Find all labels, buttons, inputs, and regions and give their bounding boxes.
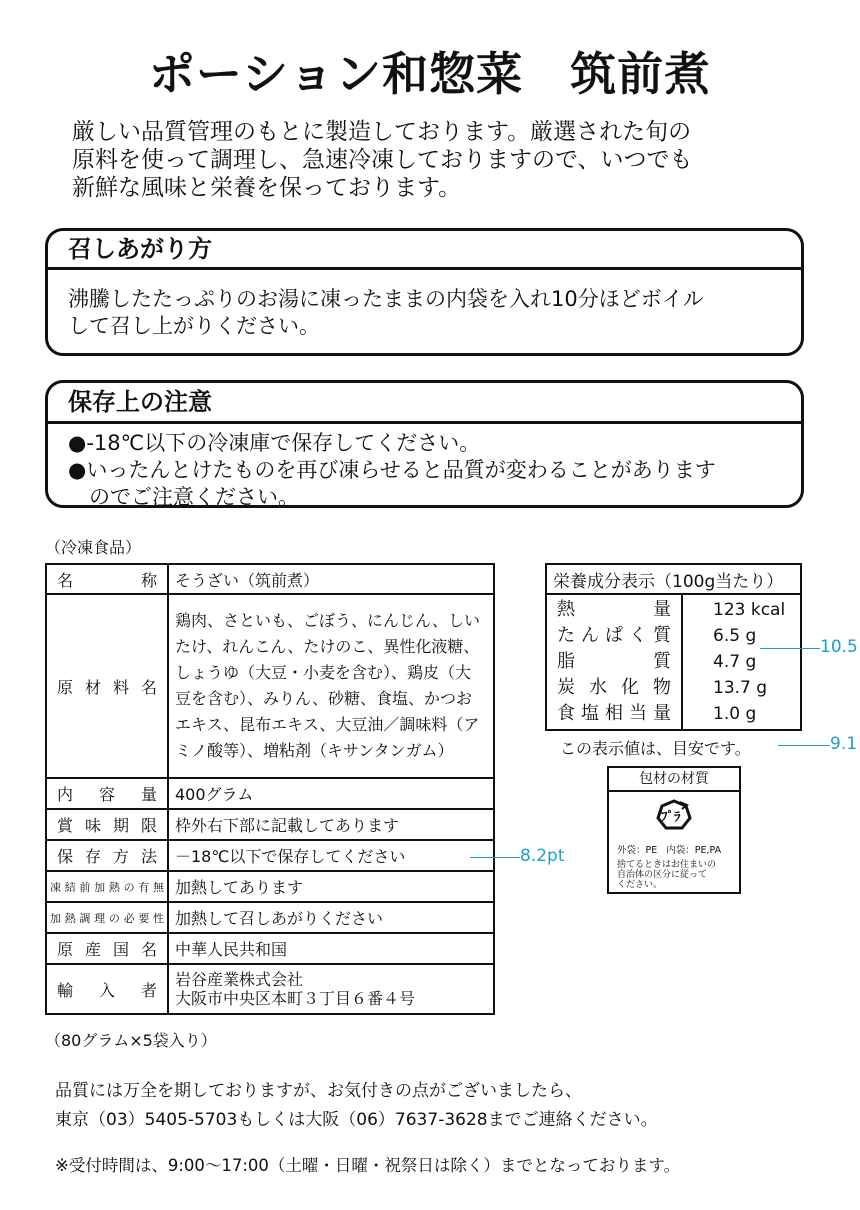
ingredients-line: 豆を含む）、みりん、砂糖、食塩、かつお xyxy=(175,689,472,708)
intro-line: 厳しい品質管理のもとに製造しております。厳選された旬の xyxy=(72,119,692,145)
disposal-line: ください。 xyxy=(617,880,663,890)
expiry-label: 賞味期限 xyxy=(46,809,168,840)
nutrient-value: 123 kcal xyxy=(713,600,786,620)
annotation-line xyxy=(470,857,520,858)
product-spec-table xyxy=(45,563,495,1015)
nutrient-label: 熱量 xyxy=(557,599,671,620)
serving-line: して召し上がりください。 xyxy=(68,314,320,338)
disposal-note xyxy=(617,860,716,890)
expiry-value: 枠外右下部に記載してあります xyxy=(168,809,494,840)
material-line xyxy=(617,842,721,856)
content-label: 内容量 xyxy=(46,778,168,809)
table-row xyxy=(546,594,801,730)
preheat-label: 凍結前加熱の有無 xyxy=(46,871,168,902)
ingredients-value xyxy=(168,594,494,778)
nutrition-table xyxy=(545,563,802,731)
table-row xyxy=(46,871,494,902)
annotation-line xyxy=(760,648,820,649)
importer-label: 輸入者 xyxy=(46,964,168,1014)
ingredients-line: 鶏肉、さといも、ごぼう、にんじん、しい xyxy=(175,611,480,630)
serving-instructions-box xyxy=(45,228,804,356)
table-row xyxy=(46,778,494,809)
nutrient-label: 炭水化物 xyxy=(557,677,671,698)
annotation-font-size: 9.1 xyxy=(830,734,858,754)
name-value: そうざい（筑前煮） xyxy=(168,564,494,594)
preheat-value: 加熱してあります xyxy=(168,871,494,902)
nutrient-value: 1.0 g xyxy=(713,704,757,724)
serving-body xyxy=(48,270,801,340)
nutrition-values xyxy=(682,594,801,730)
name-label: 名 称 xyxy=(46,564,168,594)
nutrient-label: 食塩相当量 xyxy=(557,703,671,724)
table-row xyxy=(46,809,494,840)
material-outer: 外袋：PE xyxy=(617,845,658,856)
nutrient-label: たんぱく質 xyxy=(557,625,671,646)
nutrient-value: 6.5 g xyxy=(713,626,757,646)
nutrient-value: 4.7 g xyxy=(713,652,757,672)
ingredients-line: たけ、れんこん、たけのこ、異性化液糖、 xyxy=(175,637,480,656)
ingredients-line: しょうゆ（大豆・小麦を含む）、鶏皮（大 xyxy=(175,663,472,682)
packaging-header: 包材の材質 xyxy=(609,768,739,792)
footer-contact: 東京（03）5405-5703もしくは大阪（06）7637-3628までご連絡ください。 xyxy=(55,1110,658,1130)
content-value: 400グラム xyxy=(168,778,494,809)
table-row xyxy=(46,933,494,964)
footer-line: 品質には万全を期しておりますが、お気付きの点がございましたら、 xyxy=(55,1081,582,1101)
importer-value xyxy=(168,964,494,1014)
intro-line: 原料を使って調理し、急速冷凍しておりますので、いつでも xyxy=(72,147,693,173)
cooking-value: 加熱して召しあがりください xyxy=(168,902,494,933)
table-row xyxy=(46,594,494,778)
nutrition-header: 栄養成分表示（100g当たり） xyxy=(546,564,801,594)
storage-line: ●いったんとけたものを再び凍らせると品質が変わることがあります xyxy=(68,458,716,482)
table-row xyxy=(546,564,801,594)
intro-line: 新鮮な風味と栄養を保っております。 xyxy=(72,175,462,201)
origin-value: 中華人民共和国 xyxy=(168,933,494,964)
material-inner: 内袋：PE,PA xyxy=(666,845,722,856)
nutrient-value: 13.7 g xyxy=(713,678,768,698)
serving-line: 沸騰したたっぷりのお湯に凍ったままの内袋を入れ10分ほどボイル xyxy=(68,287,704,311)
annotation-font-size: 8.2pt xyxy=(520,846,565,866)
storage-method-value: －18℃以下で保存してください xyxy=(168,840,494,871)
intro-paragraph xyxy=(72,118,802,202)
table-row xyxy=(46,564,494,594)
storage-line: のでご注意ください。 xyxy=(68,485,299,509)
ingredients-label: 原材料名 xyxy=(46,594,168,778)
frozen-food-label: （冷凍食品） xyxy=(45,538,142,557)
pack-note: （80グラム×5袋入り） xyxy=(45,1031,217,1050)
footer-hours: ※受付時間は、9:00～17:00（土曜・日曜・祝祭日は除く）までとなっております。 xyxy=(55,1156,681,1175)
storage-heading: 保存上の注意 xyxy=(48,383,801,424)
table-row xyxy=(46,964,494,1014)
storage-method-label: 保存方法 xyxy=(46,840,168,871)
table-row xyxy=(46,902,494,933)
disposal-line: 捨てるときはお住まいの xyxy=(617,860,717,870)
table-row xyxy=(46,840,494,871)
packaging-material-box xyxy=(607,766,741,894)
importer-name: 岩谷産業株式会社 xyxy=(175,970,304,989)
importer-address: 大阪市中央区本町３丁目６番４号 xyxy=(175,989,416,1008)
annotation-font-size: 10.5 xyxy=(820,637,858,657)
pla-symbol-text: ﾌﾟﾗ xyxy=(661,810,681,825)
ingredients-line: ミノ酸等）、増粘剤（キサンタンガム） xyxy=(175,741,454,760)
nutrition-labels xyxy=(546,594,682,730)
serving-heading: 召しあがり方 xyxy=(48,231,801,270)
storage-caution-box xyxy=(45,380,804,508)
nutrition-note: この表示値は、目安です。 xyxy=(560,739,751,758)
storage-body xyxy=(48,424,801,511)
annotation-line xyxy=(778,745,830,746)
disposal-line: 自治体の区分に従って xyxy=(617,870,708,880)
ingredients-line: エキス、昆布エキス、大豆油／調味料（ア xyxy=(175,715,480,734)
origin-label: 原産国名 xyxy=(46,933,168,964)
recycle-pla-icon xyxy=(654,798,694,832)
cooking-label: 加熱調理の必要性 xyxy=(46,902,168,933)
nutrient-label: 脂質 xyxy=(557,651,671,672)
storage-line: ●-18℃以下の冷凍庫で保存してください。 xyxy=(68,431,481,455)
page-title: ポーション和惣菜 筑前煮 xyxy=(148,47,712,101)
